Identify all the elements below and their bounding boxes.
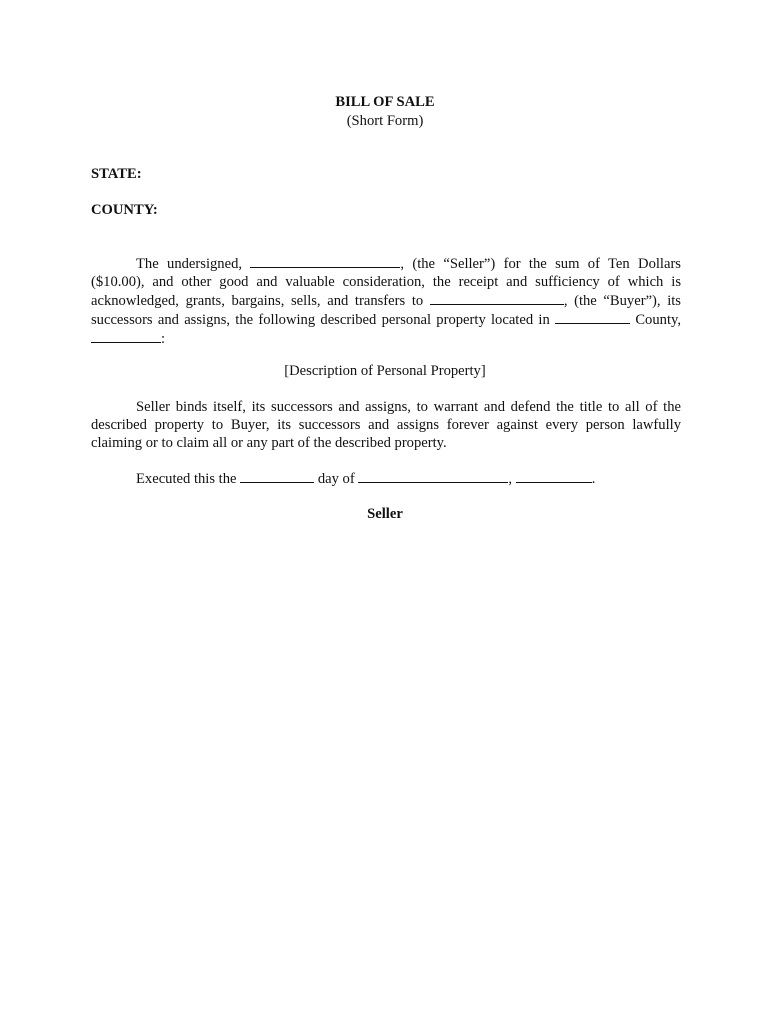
paragraph2-text: Seller binds itself, its successors and assigns, to warrant and defend the title to all of the described property to Buyer, its successors and assigns forever against every person lawfully claiming or to claim all or any part of the described property. bbox=[91, 399, 681, 451]
buyer-name-blank[interactable] bbox=[430, 291, 564, 305]
seller-signature-label: Seller bbox=[367, 506, 403, 522]
year-blank[interactable] bbox=[516, 469, 592, 483]
executed-comma: , bbox=[508, 471, 513, 487]
property-description-placeholder: [Description of Personal Property] bbox=[284, 363, 486, 379]
paragraph1-part3: , (the “Buyer”), its successors and assigns, the following described personal property located in bbox=[91, 293, 681, 328]
county-name-blank[interactable] bbox=[91, 329, 161, 343]
paragraph1-part2: , (the “Seller”) for the sum of Ten Dollars ($10.00), and other good and valuable consideration, the receipt and sufficiency of which is acknowledged, grants, bargains, sells, and transfers to bbox=[91, 256, 681, 309]
executed-period: . bbox=[591, 471, 596, 487]
paragraph1-part5: : bbox=[161, 331, 166, 347]
month-blank[interactable] bbox=[358, 469, 508, 483]
transfer-paragraph bbox=[91, 254, 681, 348]
executed-line bbox=[136, 469, 595, 488]
warranty-paragraph bbox=[91, 398, 681, 452]
state-label: STATE: bbox=[91, 166, 142, 182]
document-subtitle: (Short Form) bbox=[346, 113, 424, 129]
executed-prefix: Executed this the bbox=[136, 471, 237, 487]
location-blank[interactable] bbox=[555, 310, 630, 324]
title-block bbox=[0, 93, 770, 130]
paragraph1-part1: The undersigned, bbox=[136, 256, 243, 272]
day-blank[interactable] bbox=[240, 469, 314, 483]
seller-name-blank[interactable] bbox=[250, 254, 400, 268]
paragraph1-part4: County, bbox=[635, 312, 682, 328]
document-title: BILL OF SALE bbox=[335, 94, 435, 110]
county-label: COUNTY: bbox=[91, 202, 158, 218]
executed-day-of: day of bbox=[317, 471, 355, 487]
